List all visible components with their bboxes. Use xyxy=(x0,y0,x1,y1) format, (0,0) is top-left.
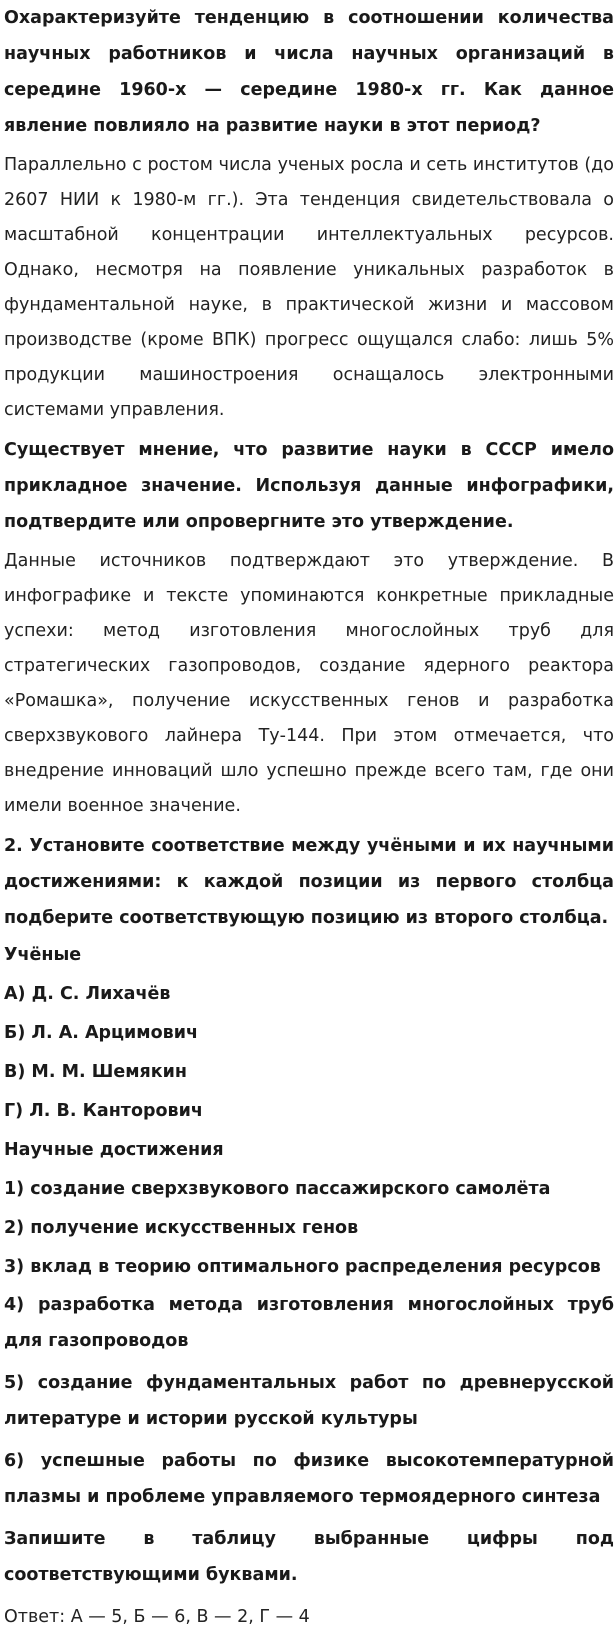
task-2-question: 2. Установите соответствие между учёными и их научными достижениями: к каждой позиции из первого столбца подберите соответствующую позицию из второго столбца. xyxy=(4,836,614,928)
scientist-item: Г) Л. В. Канторович xyxy=(4,1101,203,1121)
answer-2: Данные источников подтверждают это утверждение. В инфографике и тексте упоминаются конкретные прикладные успехи: метод изготовления многослойных труб для стратегических газопроводов, создание ядерного реактора «Ромашка», получение искусственных генов и разработка сверхзвукового лайнера Ту-144. При этом отмечается, что внедрение инноваций шло успешно прежде всего там, где они имели военное значение. xyxy=(4,551,614,816)
scientist-item: В) М. М. Шемякин xyxy=(4,1062,187,1082)
achievement-item: 3) вклад в теорию оптимального распределения ресурсов xyxy=(4,1257,601,1277)
answer-1: Параллельно с ростом числа ученых росла и сеть институтов (до 2607 НИИ к 1980-м гг.). Эта тенденция свидетельствовала о масштабной концентрации интеллектуальных ресурсов. Однако, несмотря на появление уникальных разработок в фундаментальной науке, в практической жизни и массовом производстве (кроме ВПК) прогресс ощущался слабо: лишь 5% продукции машиностроения оснащалось электронными системами управления. xyxy=(4,155,614,420)
achievement-item: 5) создание фундаментальных работ по древнерусской литературе и истории русской культуры xyxy=(4,1373,614,1429)
scientists-heading: Учёные xyxy=(4,945,82,965)
achievement-item: 1) создание сверхзвукового пассажирского самолёта xyxy=(4,1179,551,1199)
task-2-instruction: Запишите в таблицу выбранные цифры под соответствующими буквами. xyxy=(4,1529,614,1585)
achievements-heading: Научные достижения xyxy=(4,1140,224,1160)
achievement-item: 6) успешные работы по физике высокотемпературной плазмы и проблеме управляемого термоядерного синтеза xyxy=(4,1451,614,1507)
achievement-item: 2) получение искусственных генов xyxy=(4,1218,359,1238)
question-2: Существует мнение, что развитие науки в СССР имело прикладное значение. Используя данные инфографики, подтвердите или опровергните это утверждение. xyxy=(4,440,614,532)
task-2-answer: Ответ: А — 5, Б — 6, В — 2, Г — 4 xyxy=(4,1607,310,1627)
achievement-item: 4) разработка метода изготовления многослойных труб для газопроводов xyxy=(4,1295,614,1351)
scientist-item: А) Д. С. Лихачёв xyxy=(4,984,171,1004)
question-1: Охарактеризуйте тенденцию в соотношении количества научных работников и числа научных организаций в середине 1960-х — середине 1980-х гг. Как данное явление повлияло на развитие науки в этот период? xyxy=(4,8,614,136)
scientist-item: Б) Л. А. Арцимович xyxy=(4,1023,198,1043)
